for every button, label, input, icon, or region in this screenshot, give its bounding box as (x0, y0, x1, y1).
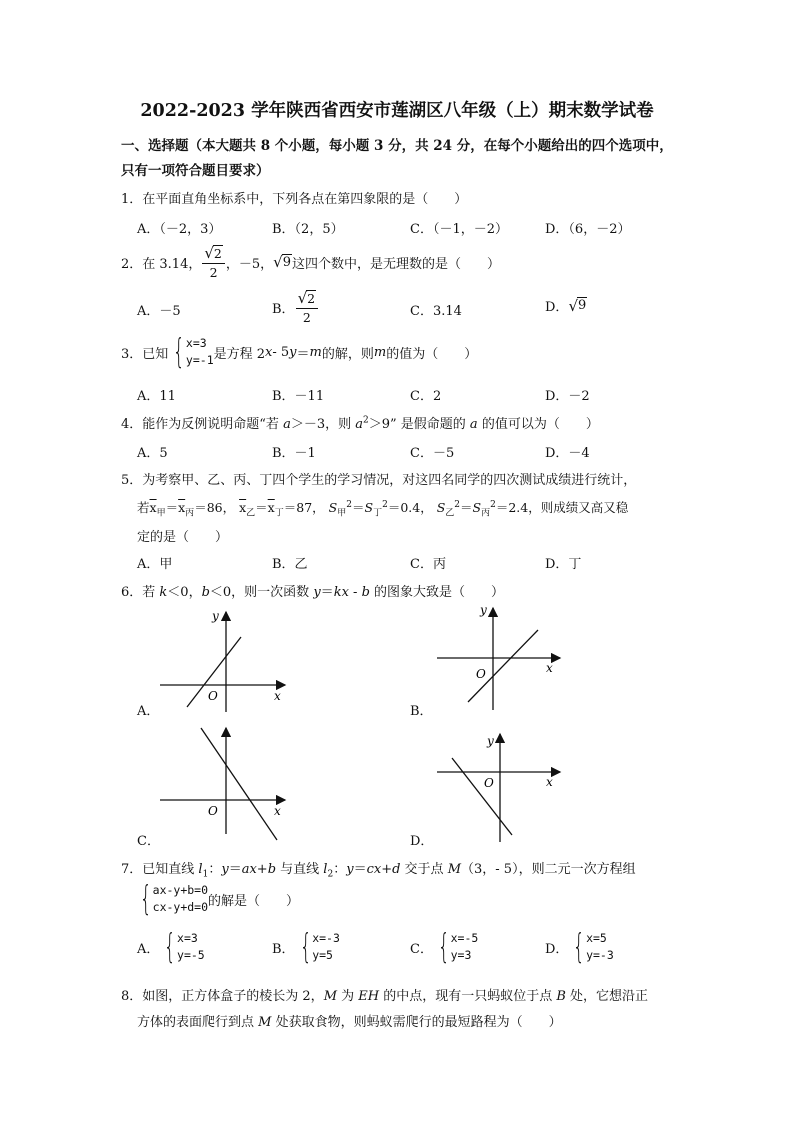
svg-text:y: y (212, 609, 219, 623)
fraction-sqrt2-over-2: √ 2 2 (202, 245, 225, 279)
q3-option-a: A．11 (137, 389, 176, 404)
equation-system: { x=3 y=-1 (173, 332, 214, 372)
graph-d (432, 730, 572, 845)
q3-option-c: C．2 (410, 389, 442, 404)
question-7-line1: 7．已知直线 $l_1$：y＝ax+b 与直线 $l_2$：y＝cx+d 交于点 M（3，- 5），则二元一次方程组 (121, 862, 636, 880)
q3-option-d: D．－2 (545, 389, 590, 404)
question-6-stem: 6．若 k＜0，b＜0，则一次函数 y＝kx - b 的图象大致是（ ） (121, 585, 505, 600)
q5-option-c: C．丙 (410, 557, 446, 572)
q4-option-c: C．－5 (410, 446, 455, 461)
graph-a (155, 604, 295, 716)
question-1-stem: 1．在平面直角坐标系中，下列各点在第四象限的是（ ） (121, 192, 468, 207)
svg-text:x: x (274, 804, 281, 818)
svg-text:x: x (546, 775, 553, 789)
graph-c (155, 722, 295, 844)
q1-option-c: C．（－1，－2） (410, 222, 508, 237)
question-4-stem: 4．能作为反例说明命题“若 a＞－3，则 $a^2>9$” 是假命题的 a 的值可以为（ ） (121, 415, 599, 432)
q2-option-a: A．－5 (137, 304, 181, 319)
svg-text:y: y (480, 603, 487, 617)
q7-option-b: B． { x=-3 y=5 (272, 927, 340, 967)
svg-text:O: O (208, 689, 218, 703)
q5-option-a: A．甲 (137, 557, 173, 572)
svg-text:x: x (274, 689, 281, 703)
q4-option-b: B．－1 (272, 446, 316, 461)
q7-option-d: D． { x=5 y=-3 (545, 927, 614, 967)
q7-option-a: A． { x=3 y=-5 (137, 927, 205, 967)
graph-b (432, 600, 572, 712)
equation-system: { ax-y+b=0 cx-y+d=0 (139, 879, 209, 919)
section-header-line1: 一、选择题（本大题共 8 个小题，每小题 3 分，共 24 分，在每个小题给出的四个选项中， (121, 138, 673, 154)
question-2-stem: 2．在 3.14， √ 2 2 ，－5， √ 9 这四个数中，是无理数的是（ ） (121, 243, 501, 280)
graph-label-d: D． (410, 834, 434, 849)
question-5-line3: 定的是（ ） (137, 530, 229, 545)
question-7-line2: { ax-y+b=0 cx-y+d=0 的解是（ ） (135, 882, 299, 916)
question-5-line1: 5．为考察甲、乙、丙、丁四个学生的学习情况，对这四名同学的四次测试成绩进行统计， (121, 473, 637, 488)
section-header-line2: 只有一项符合题目要求） (121, 163, 270, 179)
q2-option-b: B． √ 2 2 (272, 290, 319, 324)
svg-text:y: y (487, 734, 494, 748)
q2-option-c: C．3.14 (410, 304, 462, 319)
q3-option-b: B．－11 (272, 389, 325, 404)
question-8-line1: 8．如图，正方体盒子的棱长为 2，M 为 EH 的中点，现有一只蚂蚁位于点 B 处，它想沿正 (121, 989, 649, 1004)
page-title: 2022-2023 学年陕西省西安市莲湖区八年级（上）期末数学试卷 (140, 101, 654, 121)
svg-text:O: O (484, 776, 494, 790)
question-8-line2: 方体的表面爬行到点 M 处获取食物，则蚂蚁需爬行的最短路程为（ ） (137, 1015, 562, 1030)
question-5-line2: 若$\overline{x}_甲=\overline{x}_丙=86$， $\overline{x}_乙=\overline{x}_丁=87$， $S_甲^2=S_丁^2=0.4$， $S_乙^2=S_丙^2=2.4$，则成绩又高又稳 (137, 499, 629, 519)
q4-option-a: A．5 (137, 446, 168, 461)
svg-text:O: O (208, 804, 218, 818)
svg-text:x: x (546, 661, 553, 675)
q7-option-c: C． { x=-5 y=3 (410, 927, 479, 967)
graph-label-a: A． (137, 704, 160, 719)
graph-label-b: B． (410, 704, 433, 719)
q1-option-a: A．（－2，3） (137, 222, 222, 237)
graph-label-c: C． (137, 834, 160, 849)
question-3-stem: 3．已知 { x=3 y=-1 是方程 2 x - 5 y ＝ m 的解，则 m 的值为（ ） (121, 332, 478, 372)
svg-text:O: O (476, 667, 486, 681)
q5-option-d: D．丁 (545, 557, 582, 572)
q1-option-b: B．（2，5） (272, 222, 344, 237)
sqrt-9: √ 9 (273, 253, 291, 272)
q4-option-d: D．－4 (545, 446, 590, 461)
q2-option-d: D． √ 9 (545, 296, 587, 315)
q1-option-d: D．（6，－2） (545, 222, 631, 237)
q5-option-b: B．乙 (272, 557, 308, 572)
